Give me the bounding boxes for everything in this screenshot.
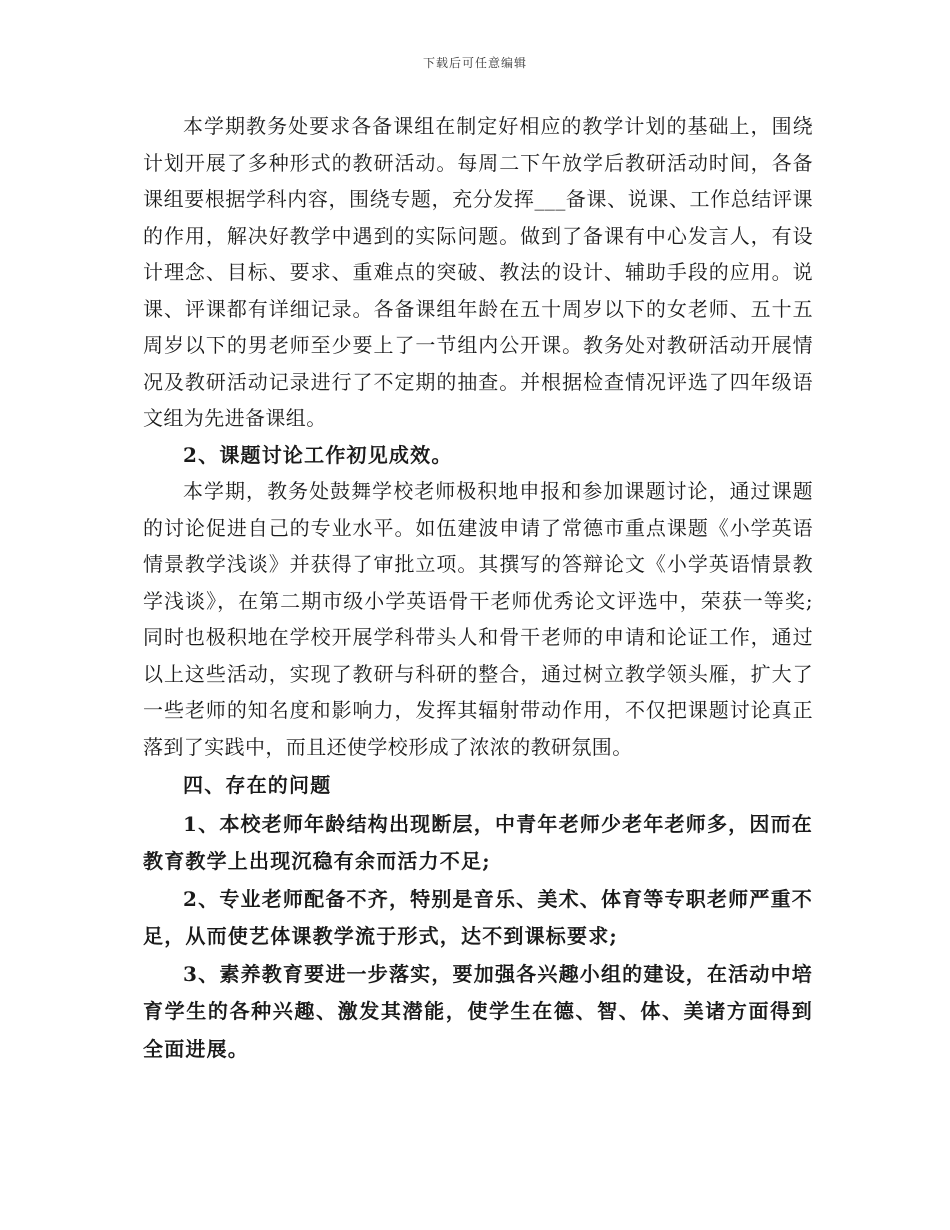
heading-topic-discussion: 2、课题讨论工作初见成效。 <box>183 442 453 467</box>
document-body <box>143 108 813 1068</box>
issue-item-2: 2、专业老师配备不齐，特别是音乐、美术、体育等专职老师严重不足，从而使艺体课教学流于形式，达不到课标要求; <box>143 886 813 948</box>
page-header-note: 下载后可任意编辑 <box>422 56 527 70</box>
heading-existing-problems: 四、存在的问题 <box>183 773 332 797</box>
issue-item-3: 3、素养教育要进一步落实，要加强各兴趣小组的建设，在活动中培育学生的各种兴趣、激发其潜能，使学生在德、智、体、美诸方面得到全面进展。 <box>143 961 813 1061</box>
paragraph-topic-discussion: 本学期，教务处鼓舞学校老师极积地申报和参加课题讨论，通过课题的讨论促进自己的专业水平。如伍建波申请了常德市重点课题《小学英语情景教学浅谈》并获得了审批立项。其撰写的答辩论文《小学英语情景教学浅谈》，在第二期市级小学英语骨干老师优秀论文评选中，荣获一等奖;同时也极积地在学校开展学科带头人和骨干老师的申请和论证工作，通过以上这些活动，实现了教研与科研的整合，通过树立教学领头雁，扩大了一些老师的知名度和影响力，发挥其辐射带动作用，不仅把课题讨论真正落到了实践中，而且还使学校形成了浓浓的教研氛围。 <box>143 479 813 759</box>
issue-item-1: 1、本校老师年龄结构出现断层，中青年老师少老年老师多，因而在教育教学上出现沉稳有余而活力不足; <box>143 811 813 873</box>
paragraph-teaching-research: 本学期教务处要求各备课组在制定好相应的教学计划的基础上，围绕计划开展了多种形式的教研活动。每周二下午放学后教研活动时间，各备课组要根据学科内容，围绕专题，充分发挥___备课、说课、工作总结评课的作用，解决好教学中遇到的实际问题。做到了备课有中心发言人，有设计理念、目标、要求、重难点的突破、教法的设计、辅助手段的应用。说课、评课都有详细记录。各备课组年龄在五十周岁以下的女老师、五十五周岁以下的男老师至少要上了一节组内公开课。教务处对教研活动开展情况及教研活动记录进行了不定期的抽查。并根据检查情况评选了四年级语文组为先进备课组。 <box>143 114 813 430</box>
